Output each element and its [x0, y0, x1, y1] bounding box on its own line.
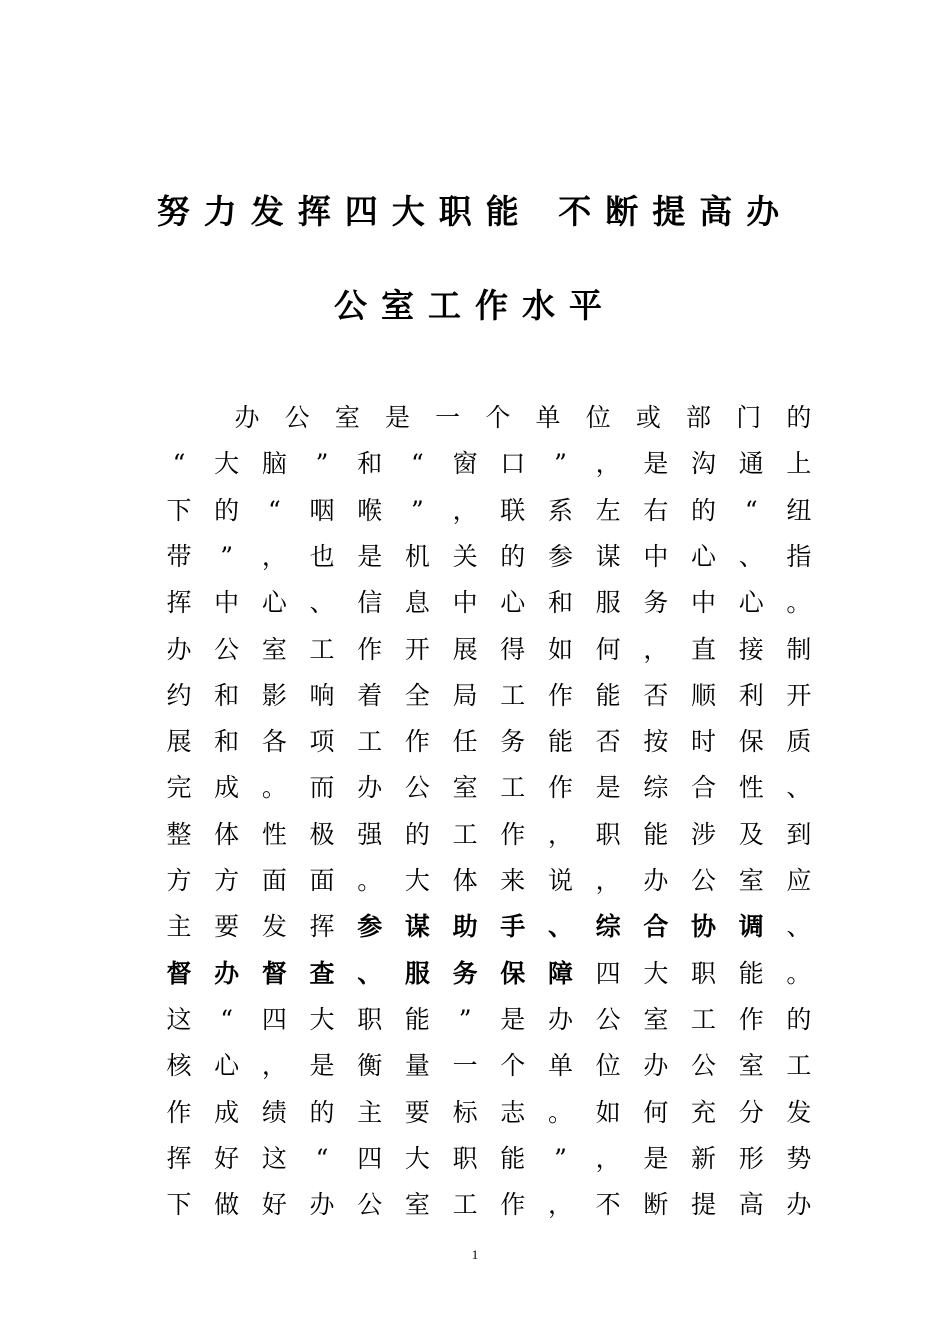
text-line: “ 大 脑 ” 和 “ 窗 口 ” ， 是 沟 通 上 — [172, 449, 812, 478]
title-line-1: 努力发挥四大职能 不断提高办 — [156, 192, 794, 231]
text-line: 下 做 好 办 公 室 工 作 ， 不 断 提 高 办 — [166, 1190, 812, 1219]
text-line: 办 公 室 工 作 开 展 得 如 何 ， 直 接 制 — [166, 635, 812, 664]
text-line: 核 心 ， 是 衡 量 一 个 单 位 办 公 室 工 — [166, 1051, 812, 1080]
text-line: 挥 中 心 、 信 息 中 心 和 服 务 中 心 。 — [166, 588, 812, 617]
text-line: 展 和 各 项 工 作 任 务 能 否 按 时 保 质 — [166, 727, 812, 756]
title-line-2: 公室工作水平 — [334, 286, 616, 325]
page-number: 1 — [471, 1247, 479, 1262]
text-line: 约 和 影 响 着 全 局 工 作 能 否 顺 利 开 — [166, 681, 812, 710]
text-line: 作 成 绩 的 主 要 标 志 。 如 何 充 分 发 — [166, 1098, 812, 1127]
text-line: 这 “ 四 大 职 能 ” 是 办 公 室 工 作 的 — [166, 1005, 812, 1034]
text-line: 办 公 室 是 一 个 单 位 或 部 门 的 — [234, 403, 812, 432]
text-line: 主 要 发 挥 参 谋 助 手 、 综 合 协 调 、 — [166, 912, 812, 941]
text-line: 整 体 性 极 强 的 工 作 ， 职 能 涉 及 到 — [166, 820, 812, 849]
text-line: 带 ” ， 也 是 机 关 的 参 谋 中 心 、 指 — [166, 542, 812, 571]
text-line: 挥 好 这 “ 四 大 职 能 ” ， 是 新 形 势 — [166, 1144, 812, 1173]
text-line: 方 方 面 面 。 大 体 来 说 ， 办 公 室 应 — [166, 866, 812, 895]
text-line: 督 办 督 查 、 服 务 保 障 四 大 职 能 。 — [166, 959, 812, 988]
text-line: 完 成 。 而 办 公 室 工 作 是 综 合 性 、 — [166, 773, 812, 802]
text-line: 下 的 “ 咽 喉 ” ， 联 系 左 右 的 “ 纽 — [166, 496, 812, 525]
